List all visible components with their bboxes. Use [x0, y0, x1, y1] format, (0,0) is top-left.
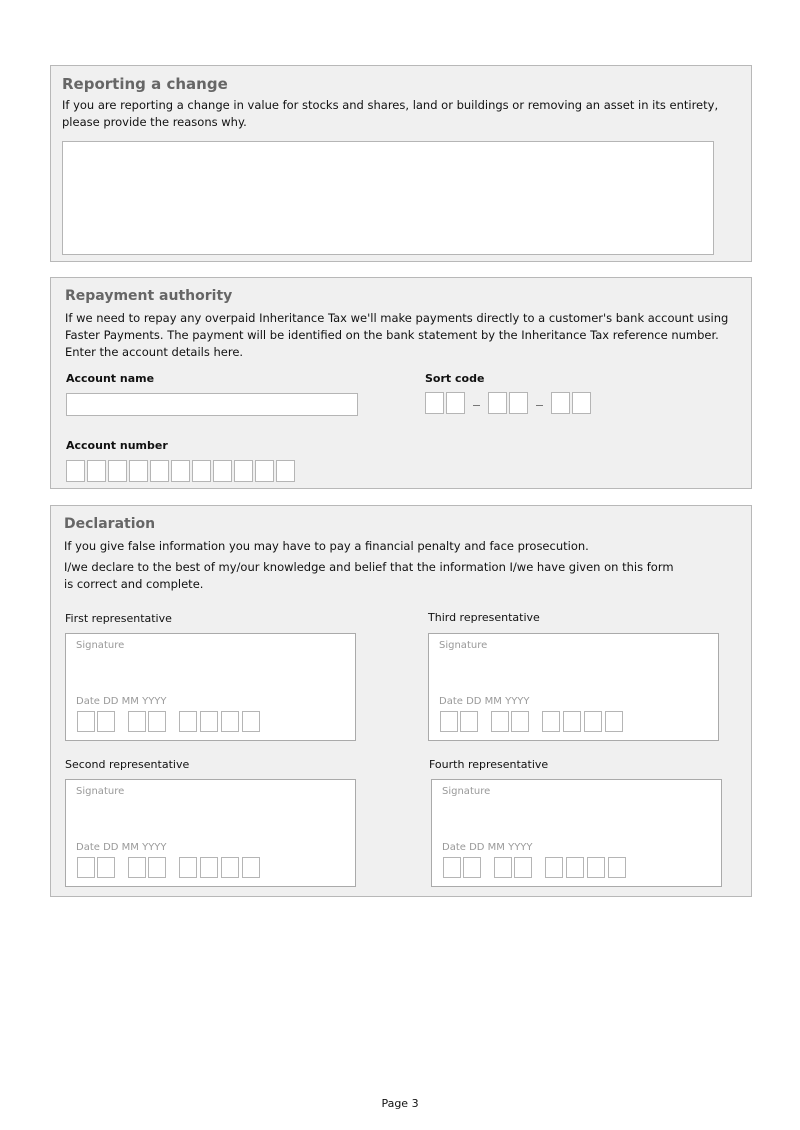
- account-number-digit-box[interactable]: [213, 460, 232, 482]
- date-label: Date DD MM YYYY: [76, 696, 167, 707]
- date-month-box[interactable]: [128, 711, 146, 732]
- reporting-change-text-line2: please provide the reasons why.: [62, 115, 247, 129]
- repayment-authority-heading: Repayment authority: [65, 288, 233, 304]
- date-year-box[interactable]: [179, 857, 197, 878]
- date-label: Date DD MM YYYY: [439, 696, 530, 707]
- date-day-box[interactable]: [77, 857, 95, 878]
- declaration-text-line2: I/we declare to the best of my/our knowledge and belief that the information I/we have given on this form: [64, 560, 674, 574]
- sort-code-digit-box[interactable]: [425, 392, 444, 414]
- date-day-box[interactable]: [463, 857, 481, 878]
- second-representative-signature-box[interactable]: [65, 779, 356, 887]
- fourth-representative-signature-box[interactable]: [431, 779, 722, 887]
- date-year-box[interactable]: [608, 857, 626, 878]
- date-day-box[interactable]: [97, 857, 115, 878]
- date-month-box[interactable]: [148, 857, 166, 878]
- account-number-digit-box[interactable]: [108, 460, 127, 482]
- account-number-digit-box[interactable]: [129, 460, 148, 482]
- date-year-box[interactable]: [179, 711, 197, 732]
- reporting-change-text-line1: If you are reporting a change in value for stocks and shares, land or buildings or removing an asset in its entirety,: [62, 98, 719, 112]
- account-number-label: Account number: [66, 439, 168, 452]
- third-representative-signature-box[interactable]: [428, 633, 719, 741]
- signature-placeholder: Signature: [76, 640, 125, 651]
- account-number-digit-box[interactable]: [192, 460, 211, 482]
- signature-placeholder: Signature: [439, 640, 488, 651]
- date-day-box[interactable]: [443, 857, 461, 878]
- repayment-text-line2: Faster Payments. The payment will be identified on the bank statement by the Inheritance Tax reference number.: [65, 328, 719, 342]
- reporting-change-heading: Reporting a change: [62, 75, 228, 93]
- repayment-text-line1: If we need to repay any overpaid Inheritance Tax we'll make payments directly to a customer's bank account using: [65, 311, 729, 325]
- date-month-box[interactable]: [491, 711, 509, 732]
- first-representative-signature-box[interactable]: [65, 633, 356, 741]
- account-number-digit-box[interactable]: [171, 460, 190, 482]
- declaration-heading: Declaration: [64, 516, 156, 532]
- reporting-change-section: [50, 65, 752, 262]
- account-number-digit-box[interactable]: [276, 460, 295, 482]
- date-year-box[interactable]: [584, 711, 602, 732]
- date-month-box[interactable]: [514, 857, 532, 878]
- account-number-digit-box[interactable]: [255, 460, 274, 482]
- date-day-box[interactable]: [440, 711, 458, 732]
- account-number-digit-box[interactable]: [87, 460, 106, 482]
- account-name-label: Account name: [66, 372, 155, 385]
- date-month-box[interactable]: [494, 857, 512, 878]
- declaration-text-line3: is correct and complete.: [64, 577, 204, 591]
- date-day-box[interactable]: [77, 711, 95, 732]
- date-label: Date DD MM YYYY: [76, 842, 167, 853]
- date-year-box[interactable]: [563, 711, 581, 732]
- sort-code-separator: [536, 405, 543, 406]
- sort-code-digit-box[interactable]: [572, 392, 591, 414]
- date-year-box[interactable]: [221, 711, 239, 732]
- date-year-box[interactable]: [605, 711, 623, 732]
- sort-code-label: Sort code: [425, 372, 485, 385]
- second-representative-label: Second representative: [65, 758, 190, 771]
- sort-code-digit-box[interactable]: [446, 392, 465, 414]
- date-label: Date DD MM YYYY: [442, 842, 533, 853]
- date-year-box[interactable]: [200, 857, 218, 878]
- date-year-box[interactable]: [545, 857, 563, 878]
- repayment-text-line3: Enter the account details here.: [65, 345, 244, 359]
- date-month-box[interactable]: [128, 857, 146, 878]
- repayment-authority-section: [50, 277, 752, 489]
- date-day-box[interactable]: [460, 711, 478, 732]
- date-year-box[interactable]: [242, 711, 260, 732]
- first-representative-label: First representative: [65, 612, 172, 625]
- date-year-box[interactable]: [587, 857, 605, 878]
- date-year-box[interactable]: [542, 711, 560, 732]
- date-day-box[interactable]: [97, 711, 115, 732]
- sort-code-digit-box[interactable]: [488, 392, 507, 414]
- declaration-section: [50, 505, 752, 897]
- date-year-box[interactable]: [200, 711, 218, 732]
- sort-code-digit-box[interactable]: [551, 392, 570, 414]
- account-number-digit-box[interactable]: [150, 460, 169, 482]
- reasons-textarea[interactable]: [62, 141, 714, 255]
- third-representative-label: Third representative: [428, 611, 540, 624]
- signature-placeholder: Signature: [76, 786, 125, 797]
- page-number: Page 3: [381, 1097, 419, 1110]
- declaration-text-line1: If you give false information you may have to pay a financial penalty and face prosecution.: [64, 539, 589, 553]
- date-year-box[interactable]: [566, 857, 584, 878]
- date-year-box[interactable]: [242, 857, 260, 878]
- sort-code-separator: [473, 405, 480, 406]
- account-number-digit-box[interactable]: [234, 460, 253, 482]
- fourth-representative-label: Fourth representative: [429, 758, 549, 771]
- signature-placeholder: Signature: [442, 786, 491, 797]
- account-name-input[interactable]: [66, 393, 358, 416]
- date-month-box[interactable]: [511, 711, 529, 732]
- date-month-box[interactable]: [148, 711, 166, 732]
- sort-code-digit-box[interactable]: [509, 392, 528, 414]
- date-year-box[interactable]: [221, 857, 239, 878]
- account-number-digit-box[interactable]: [66, 460, 85, 482]
